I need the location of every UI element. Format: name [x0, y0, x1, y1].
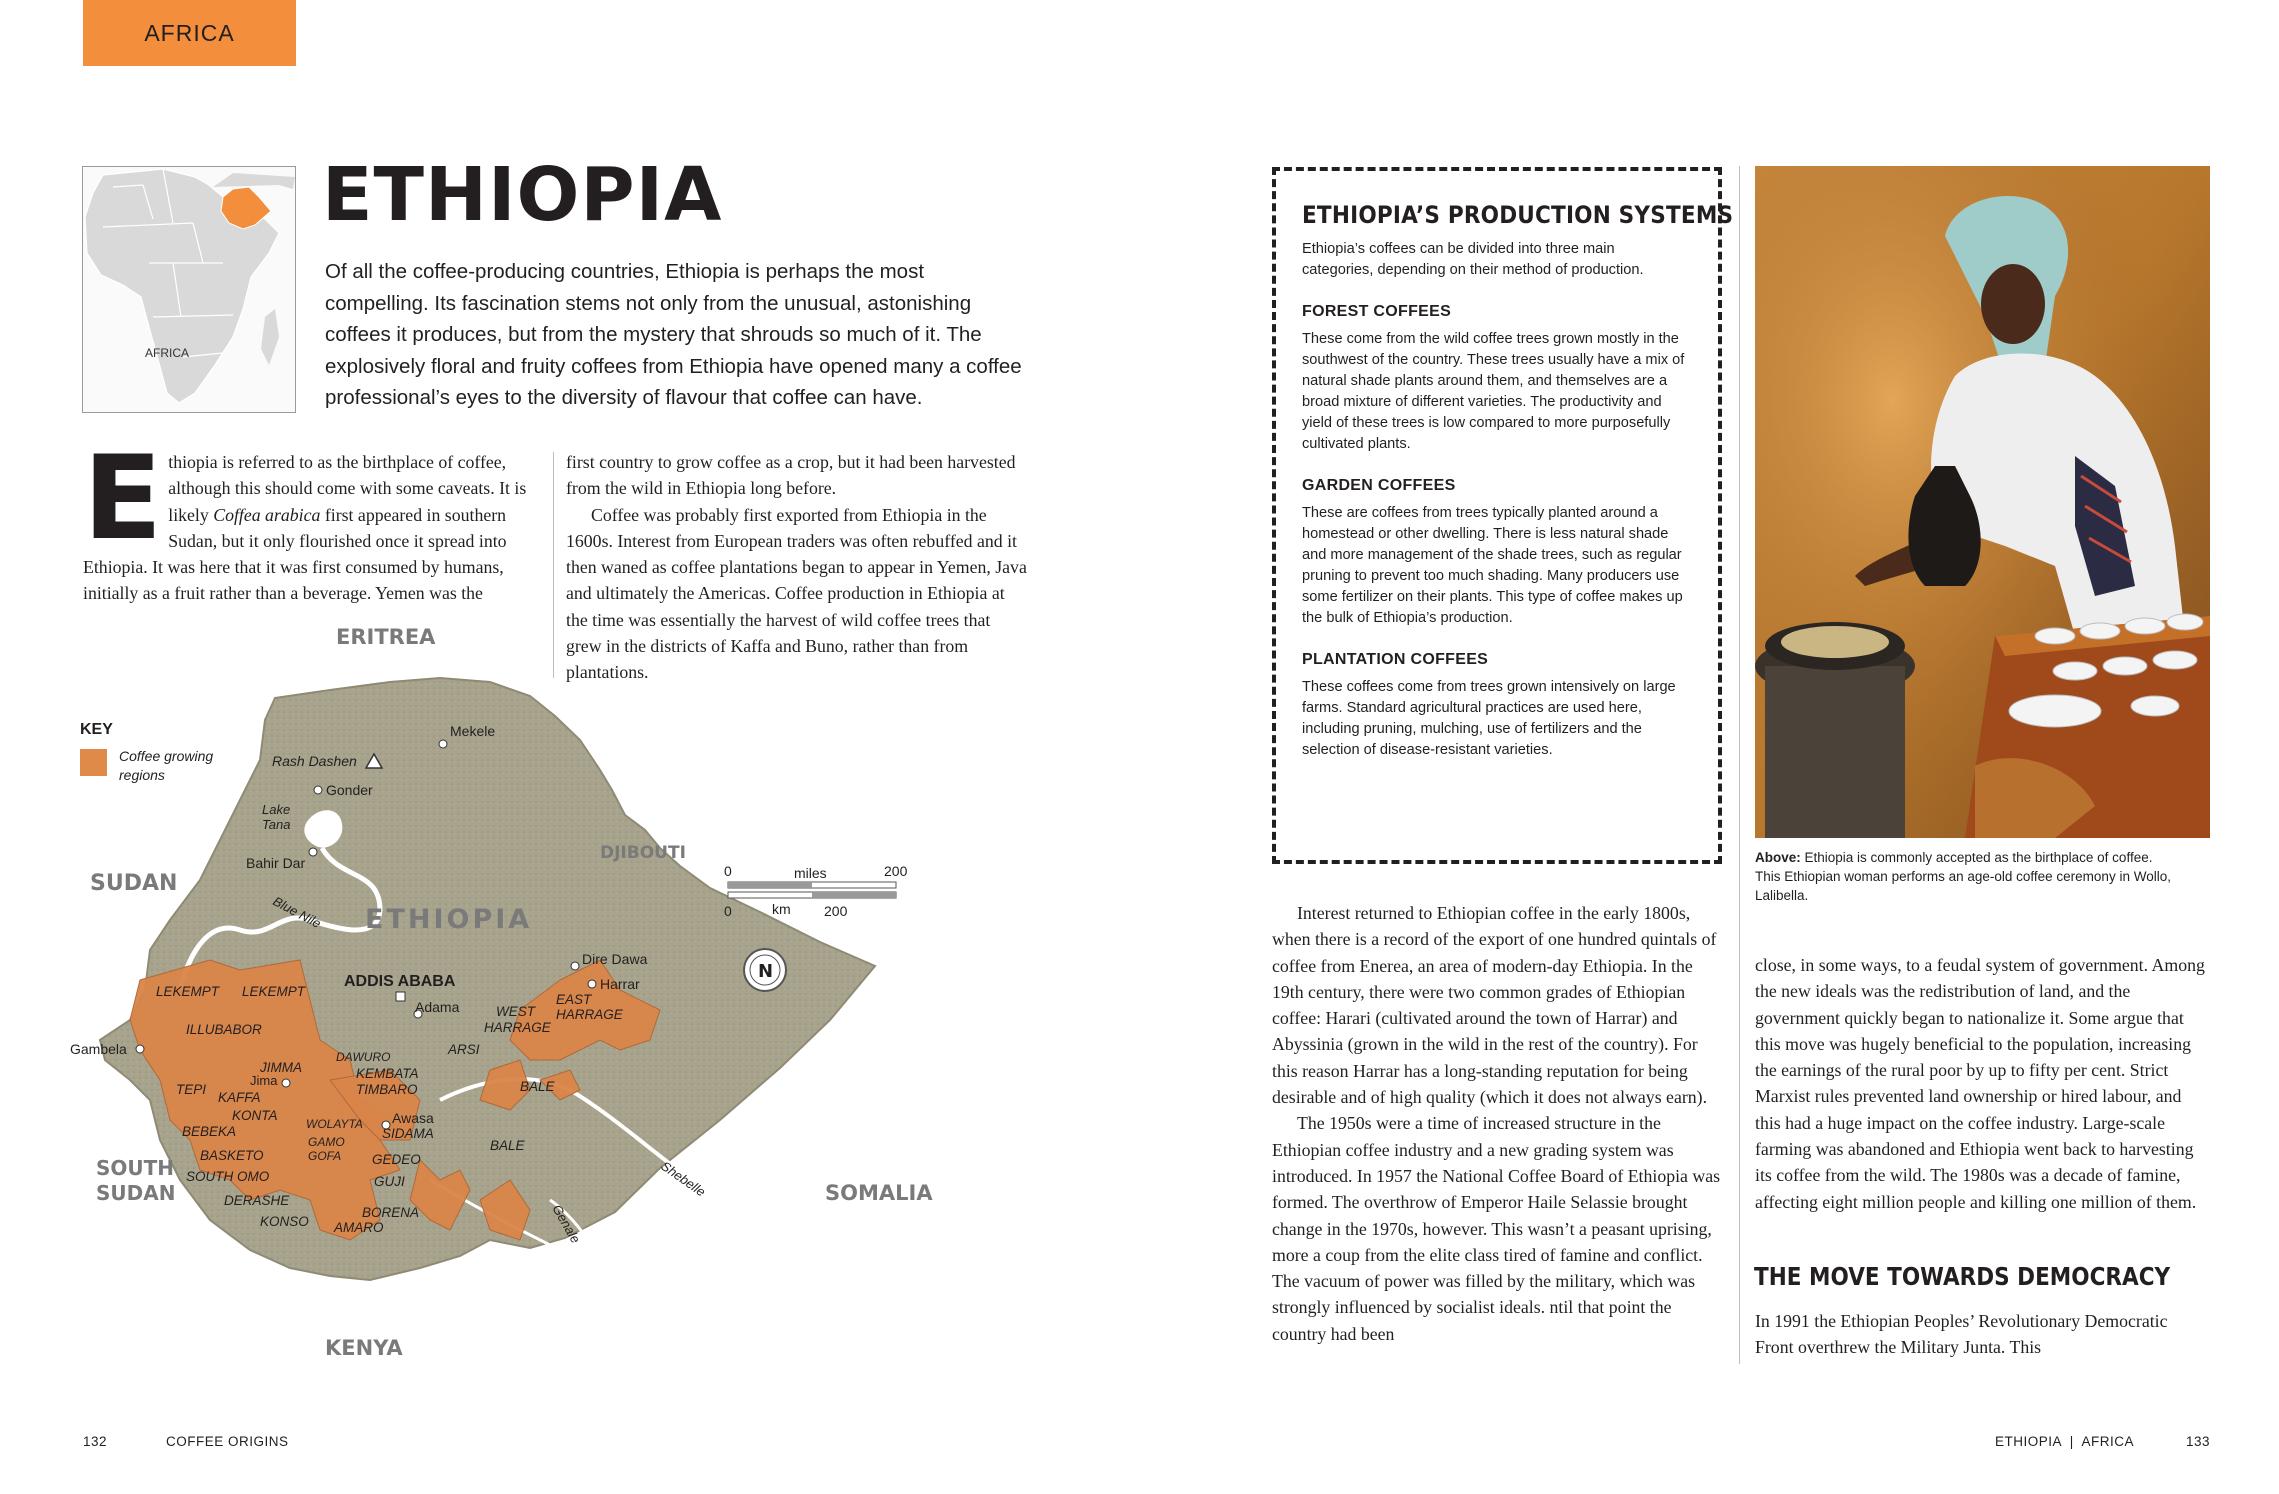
scale-km: km: [772, 901, 791, 917]
box-intro: Ethiopia’s coffees can be divided into three main categories, depending on their method of production.: [1302, 241, 1644, 278]
region-tepi: TEPI: [176, 1082, 207, 1097]
label-south-sudan-2: SUDAN: [96, 1181, 176, 1205]
locator-map: [82, 166, 296, 413]
region-guji: GUJI: [374, 1174, 405, 1189]
intro-paragraph: Of all the coffee-producing countries, Ethiopia is perhaps the most compelling. Its fascination stems not only from the unusual, astonishing coffees it produces, but from the mystery that shrouds so much of it. The explosively floral and fruity coffees from Ethiopia have opened many a coffee professional’s eyes to the diversity of flavour that coffee can have.: [325, 260, 1022, 409]
scale-zero-2: 0: [724, 903, 732, 919]
col3-p2: The 1950s were a time of increased structure in the Ethiopian coffee industry and a new grading system was introduced. In 1957 the National Coffee Board of Ethiopia was formed. The overthrow of Emperor Haile Selassie brought change in the 1970s, however. This wasn’t a peasant uprising, more a coup from the elite class tired of famine and conflict. The vacuum of power was filled by the military, which was strongly influenced by socialist ideals. ntil that point the country had been: [1272, 1113, 1721, 1344]
region-derashe: DERASHE: [224, 1193, 290, 1208]
column-divider-2: [1739, 166, 1740, 1364]
lake-tana-1: Lake: [262, 802, 291, 817]
region-jimma: JIMMA: [260, 1060, 302, 1075]
article-column-3: [1272, 900, 1724, 1347]
key-swatch: [80, 749, 107, 776]
article-column-1: [83, 431, 543, 607]
region-gedeo: GEDEO: [372, 1152, 421, 1167]
region-kembata-2: TIMBARO: [356, 1082, 418, 1097]
box-heading-garden: GARDEN COFFEES: [1302, 477, 1456, 494]
compass-n: N: [758, 961, 774, 982]
label-sudan: SUDAN: [90, 871, 178, 896]
footer-left-label: COFFEE ORIGINS: [166, 1434, 289, 1449]
col2-p2: Coffee was probably first exported from Ethiopia in the 1600s. Interest from European traders was often rebuffed and it then waned as coffee plantations began to appear in Yemen, Java and ultimately the Americas. Coffee production in Ethiopia at the time was essentially the harvest of wild coffee trees that grew in the districts of Kaffa and Buno, rather than from plantations.: [566, 504, 1027, 683]
page-title: ETHIOPIA: [322, 152, 723, 238]
key-label: [119, 747, 213, 785]
region-sidama: SIDAMA: [382, 1126, 434, 1141]
river-genale: Genale: [549, 1202, 584, 1246]
region-basketo: BASKETO: [200, 1148, 264, 1163]
region-west-harrage-2: HARRAGE: [484, 1020, 551, 1035]
key-title: KEY: [80, 721, 113, 738]
caption-text: Ethiopia is commonly accepted as the birthplace of coffee. This Ethiopian woman performs an age-old coffee ceremony in Wollo, Lalibella.: [1755, 850, 2171, 903]
region-gamo-1: GAMO: [308, 1135, 345, 1149]
locator-africa-label: AFRICA: [145, 346, 190, 360]
region-bebeka: BEBEKA: [182, 1124, 237, 1139]
map-key: [80, 721, 280, 785]
label-ethiopia: ETHIOPIA: [365, 904, 533, 935]
region-kaffa: KAFFA: [218, 1090, 261, 1105]
scale-max-1: 200: [884, 863, 908, 879]
river-shebelle: Shebelle: [658, 1158, 709, 1200]
section-tab: [83, 0, 296, 66]
col1-text2: first appeared in southern Sudan, but it only flourished once it spread into Ethiopia. It was here that it was first consumed by humans, initially as a fruit rather than a beverage. Yemen was the: [83, 504, 507, 604]
key-label-line-1: Coffee growing: [119, 748, 214, 764]
photo-caption: [1755, 848, 2175, 905]
africa-locator-svg: [83, 167, 295, 412]
box-title: ETHIOPIA’S PRODUCTION SYSTEMS: [1302, 201, 1734, 229]
scale-zero-1: 0: [724, 863, 732, 879]
river-blue-nile: Blue Nile: [270, 893, 324, 932]
footer-right-label: ETHIOPIA | AFRICA: [1995, 1434, 2135, 1449]
capital-marker: [396, 992, 405, 1001]
region-bale-1: BALE: [490, 1138, 525, 1153]
region-arsi: ARSI: [448, 1042, 480, 1057]
box-heading-forest: FOREST COFFEES: [1302, 303, 1452, 320]
caption-label: Above:: [1755, 850, 1801, 865]
region-konta: KONTA: [232, 1108, 278, 1123]
section-tab-label: AFRICA: [144, 19, 235, 46]
box-text-forest: These come from the wild coffee trees grown mostly in the southwest of the country. These trees usually have a mix of natural shade plants around them, and themselves are a broad mixture of different varieties. The productivity and yield of these trees is low compared to more purposefully cultivated plants.: [1302, 331, 1685, 452]
city-mekele: Mekele: [450, 723, 496, 739]
region-konso: KONSO: [260, 1214, 309, 1229]
city-adama: Adama: [415, 999, 460, 1015]
region-gamo-2: GOFA: [308, 1149, 342, 1163]
label-djibouti: DJIBOUTI: [600, 843, 686, 863]
city-rash-dashen: Rash Dashen: [272, 753, 357, 769]
city-awasa: Awasa: [392, 1110, 434, 1126]
col4-p2: In 1991 the Ethiopian Peoples’ Revolutionary Democratic Front overthrew the Military Junta. This: [1755, 1311, 2168, 1358]
region-east-harrage-1: EAST: [556, 992, 592, 1007]
compass-icon: [744, 949, 786, 991]
label-somalia: SOMALIA: [825, 1181, 933, 1205]
region-borena: BORENA: [362, 1205, 420, 1220]
coffee-ceremony-photo: [1755, 166, 2210, 838]
region-dawuro: DAWURO: [336, 1050, 391, 1064]
footer-right-page: 133: [2186, 1434, 2211, 1449]
label-eritrea: ERITREA: [336, 625, 436, 649]
region-wolayta: WOLAYTA: [306, 1117, 363, 1131]
drop-cap: E: [83, 431, 163, 566]
col1-text: thiopia is referred to as the birthplace of coffee, although this should come with some caveats. It is likely: [168, 452, 527, 525]
city-gambela: Gambela: [70, 1041, 127, 1057]
box-heading-plantation: PLANTATION COFFEES: [1302, 651, 1489, 668]
box-text-plantation: These coffees come from trees grown intensively on large farms. Standard agricultural practices are used here, including pruning, mulching, use of fertilizers and the selection of disease-resistant varieties.: [1302, 679, 1676, 758]
city-dire-dawa: Dire Dawa: [582, 951, 648, 967]
section-heading-democracy: THE MOVE TOWARDS DEMOCRACY: [1754, 1262, 2171, 1291]
scale-max-2: 200: [824, 903, 848, 919]
region-bale-2: BALE: [520, 1079, 555, 1094]
region-east-harrage-2: HARRAGE: [556, 1007, 623, 1022]
col4-p1: close, in some ways, to a feudal system of government. Among the new ideals was the redistribution of land, and the government quickly began to nationalize it. Some argue that this move was hugely beneficial to the population, increasing the earnings of the rural poor by up to fifty per cent. Strict Marxist rules prevented land ownership or hired labour, and this had a huge impact on the coffee industry. Large-scale farming was abandoned and Ethiopia went back to harvesting its coffee from the wild. The 1980s was a decade of famine, affecting eight million people and killing one million of them.: [1755, 955, 2205, 1212]
col1-italic: Coffea arabica: [213, 504, 321, 525]
article-column-4b: [1755, 1308, 2210, 1361]
region-amaro: AMARO: [334, 1220, 384, 1235]
region-south-omo: SOUTH OMO: [186, 1169, 270, 1184]
region-lekempt-2: LEKEMPT: [242, 984, 306, 999]
production-systems-box: [1272, 167, 1734, 864]
article-column-4: [1755, 952, 2210, 1215]
city-bahir-dar: Bahir Dar: [246, 855, 306, 871]
col2-p1: first country to grow coffee as a crop, but it had been harvested from the wild in Ethiopia long before.: [566, 452, 1016, 499]
box-text-garden: These are coffees from trees typically planted around a homestead or other dwelling. There is less natural shade and more management of the shade trees, such as regular pruning to prevent too much shading. Many producers use some fertilizer on their plants. This type of coffee makes up the bulk of Ethiopia’s production.: [1302, 505, 1683, 626]
label-south-sudan-1: SOUTH: [96, 1156, 175, 1180]
region-west-harrage-1: WEST: [496, 1004, 535, 1019]
region-kembata-1: KEMBATA: [356, 1066, 419, 1081]
city-harrar: Harrar: [600, 976, 640, 992]
footer-left-page: 132: [83, 1434, 108, 1449]
key-label-line-2: regions: [119, 767, 165, 783]
region-lekempt-1: LEKEMPT: [156, 984, 220, 999]
city-addis-ababa: ADDIS ABABA: [344, 973, 456, 990]
col3-p1: Interest returned to Ethiopian coffee in the early 1800s, when there is a record of the export of one hundred quintals of coffee from Enerea, an area of modern-day Ethiopia. In the 19th century, there were two common grades of Ethiopian coffee: Harari (cultivated around the town of Harrar) and Abyssinia (grown in the wild in the rest of the country). For this reason Harrar has a long-standing reputation for being desirable and of high quality (which it does not always earn).: [1272, 903, 1717, 1108]
city-jima: Jima: [250, 1073, 278, 1088]
lake-tana-2: Tana: [262, 817, 291, 832]
city-gonder: Gonder: [326, 782, 373, 798]
region-illubabor: ILLUBABOR: [186, 1022, 262, 1037]
label-kenya: KENYA: [325, 1336, 403, 1360]
scale-miles: miles: [794, 865, 827, 881]
